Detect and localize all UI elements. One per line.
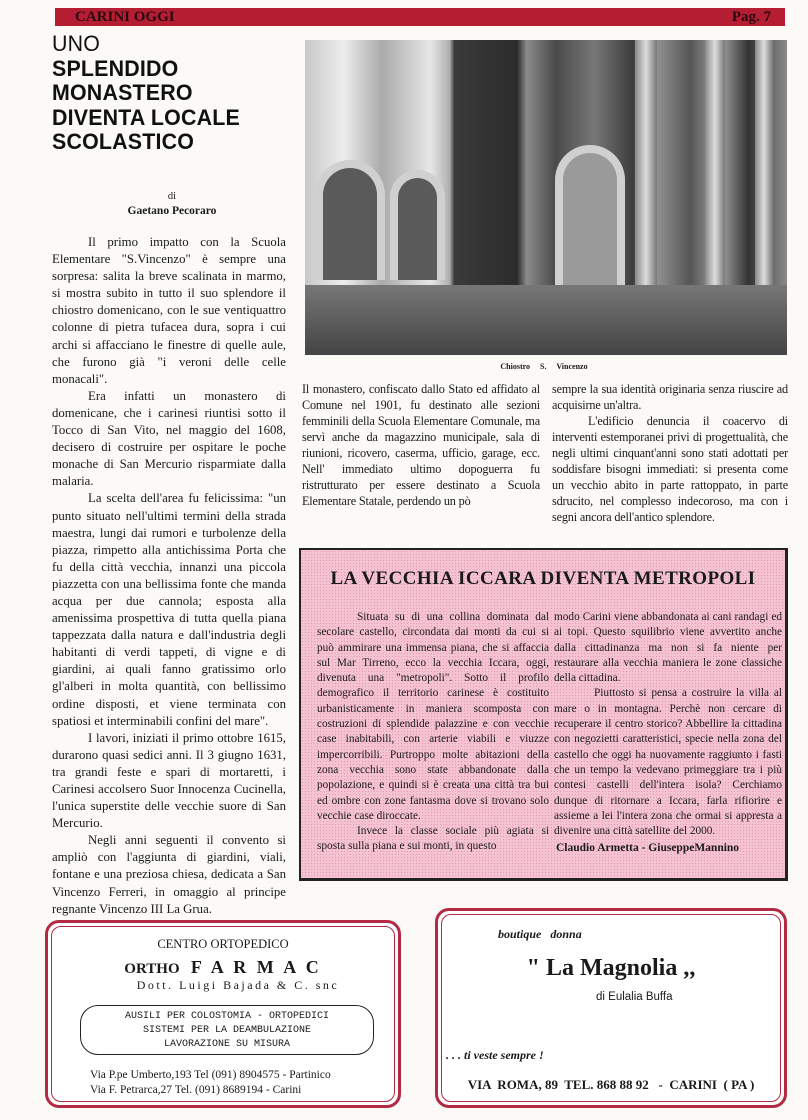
publication-name: CARINI OGGI (75, 8, 175, 25)
paragraph: modo Carini viene abbandonata ai cani randagi ed ai topi. Questo squilibrio viene avvertito anche dalla cittadinanza ma non si fa niente per restaurare alla vecchia maniera le zone classiche della cittadina. (554, 611, 782, 685)
article-column-2 (302, 381, 540, 509)
shop-address: VIA ROMA, 89 TEL. 868 88 92 - CARINI ( PA ) (467, 1077, 755, 1092)
article-column-3 (552, 381, 788, 525)
service: SISTEMI PER LA DEAMBULAZIONE (142, 1025, 312, 1036)
paragraph: Il monastero, confiscato dallo Stato ed affidato al Comune nel 1901, fu destinato alle sezioni femminili della Scuola Elementare Comunale, ma servì anche da magazzino municipale, sala di riunioni, ricovero, caserma, ufficio, garage, ecc. Nell' immediato ultimo dopoguerra fu ristrutturato per essere destinato a Scuola Elementare Statale, perdendo un pò (302, 382, 540, 508)
photo-caption: Chiostro S. Vincenzo (500, 362, 588, 371)
paragraph: Invece la classe sociale più agiata si sposta sulla piana e sui monti, in questo (317, 825, 549, 853)
brand-part: F A R M A C (190, 957, 322, 977)
paragraph: I lavori, iniziati il primo ottobre 1615, durarono quasi sedici anni. Il 3 giugno 1631, tra grandi feste e spari di mortaretti, i Carinesi accolsero Suor Innocenza Cucinella, l'unica superstite delle vecchie suore di San Mercurio. (52, 730, 286, 831)
page-number: Pag. 7 (731, 8, 771, 25)
paragraph: Negli anni seguenti il convento si ampliò con l'aggiunta di giardini, viali, fontane e una preziosa chiesa, dedicata a San Vincenzo Ferreri, in omaggio al principe regnante Vincenzo III La Grua. (52, 833, 286, 916)
title-line: MONASTERO (52, 80, 193, 105)
byline-prefix: di (167, 191, 177, 202)
ad-slogan: . . . ti veste sempre ! (446, 1048, 544, 1062)
title-line: UNO (52, 31, 101, 56)
boxed-article-title: LA VECCHIA ICCARA DIVENTA METROPOLI (330, 568, 756, 589)
paragraph: L'edificio denuncia il coacervo di interventi estemporanei privi di progettualità, che negli ultimi cinquant'anni sono stati adottati per soddisfare bisogni immediati: si presenta come un vecchio abito in parte rattoppato, in parte sdrucito, nel complesso indecoroso, ma con i segni ancora dell'antico splendore. (552, 414, 788, 524)
paragraph: Era infatti un monastero di domenicane, che i carinesi riuntisi sotto il Tocco di San Vito, nel maggio del 1608, decisero di costruire per ospitare le poche monache di San Mercurio risparmiate dalla malaria. (52, 388, 286, 489)
service: AUSILI PER COLOSTOMIA - ORTOPEDICI (124, 1011, 330, 1022)
article-column-1 (52, 234, 286, 918)
ad-brand (48, 957, 398, 978)
ortho-farmac-ad (45, 920, 401, 1108)
page-header (55, 8, 785, 26)
brand-part: ORTHO (124, 961, 180, 977)
boxed-article (299, 548, 788, 881)
cloister-photo (305, 40, 787, 355)
services-box (80, 1005, 374, 1055)
title-line: SPLENDIDO (52, 55, 179, 81)
article-title (52, 32, 292, 155)
boxed-column-1 (317, 610, 549, 855)
boxed-column-2 (554, 610, 782, 857)
author: Gaetano Pecoraro (127, 205, 217, 217)
address: Via P.pe Umberto,193 Tel (091) 8904575 - Partinico (90, 1069, 331, 1081)
title-line: SCOLASTICO (52, 129, 195, 154)
la-magnolia-ad (435, 908, 787, 1108)
paragraph: sempre la sua identità originaria senza riuscire ad acquisirne un'altra. (552, 382, 788, 412)
shop-name: " La Magnolia ,, (526, 955, 696, 981)
boxed-article-authors: Claudio Armetta - GiuseppeMannino (556, 842, 740, 855)
byline (52, 190, 292, 219)
title-line: DIVENTA LOCALE (52, 104, 240, 130)
ad-tagline: boutique donna (498, 927, 582, 941)
shop-owner: di Eulalia Buffa (596, 991, 673, 1003)
paragraph: Il primo impatto con la Scuola Elementare "S.Vincenzo" è sempre una sorpresa: salita la breve scalinata in marmo, si mostra subito in tutto il suo splendore il chiostro domenicano, con le sue ventiquattro colonne di pietra tufacea dura, sopra i cui archi si affacciano le finestre di quelle aule, che furono già "i veroni delle celle monacali". (52, 235, 286, 386)
ad-heading: CENTRO ORTOPEDICO (157, 937, 289, 951)
ad-addresses (90, 1068, 331, 1098)
paragraph: Situata su di una collina dominata dal secolare castello, circondata dai monti da cui si può ammirare una immensa piana, che si affaccia sul Mar Tirreno, ecco la vecchia Iccara, oggi, divenuta una "metropoli". Sotto il profilo demografico il territorio carinese è costituito urbanisticamente in maniera scomposta con costruzioni di splendide palazzine e con vecchie case inabitabili, con arterie viabili e viuzze impercorribili. Purtroppo molte abitazioni della zona vecchia sono state abbandonate dalla popolazione, e quindi si è creata una città tra bui ed ombre con zone fantasma dove si trovano solo vecchie case diroccate. (317, 611, 549, 822)
service: LAVORAZIONE SU MISURA (163, 1039, 291, 1050)
ad-owner: Dott. Luigi Bajada & C. snc (136, 978, 340, 992)
address: Via F. Petrarca,27 Tel. (091) 8689194 - Carini (90, 1084, 302, 1096)
paragraph: Piuttosto si pensa a costruire la villa al mare o in montagna. Perchè non cercare di recuperare il centro storico? Abbellire la cittadina con negozietti caratteristici, specie nella zona del castello che oggi ha nuovamente raggiunto i fasti che un tempo la vedevano primeggiare tra i più contesi castelli dell'intera isola? Cerchiamo dunque di ritornare a Iccara, farla rifiorire e assieme a lei l'intera zona che ormai si appresta a divenire una città satellite del 2000. (554, 687, 782, 838)
paragraph: La scelta dell'area fu felicissima: "un punto situato nell'ultimi termini della strada maestra, lungi dai rumori e turbolenze della piazza, rimpetto alla antichissima Porta che fu della città vecchia, innanzi una piccola piazzetta con una bellissima fonte che manda acqua per due cannola; esposta alla amenissima prospettiva di tutta quella piana tappezzata dalla natura e dall'industria degli habitanti di verdi tappeti, di vigne e di giardini, ai quali fanno gratissimo orlo gl'alberi in molta quantità, con bellissimo ordine disposti, et viene terminata con spatiosi et interminabili confini del mare". (52, 491, 286, 728)
